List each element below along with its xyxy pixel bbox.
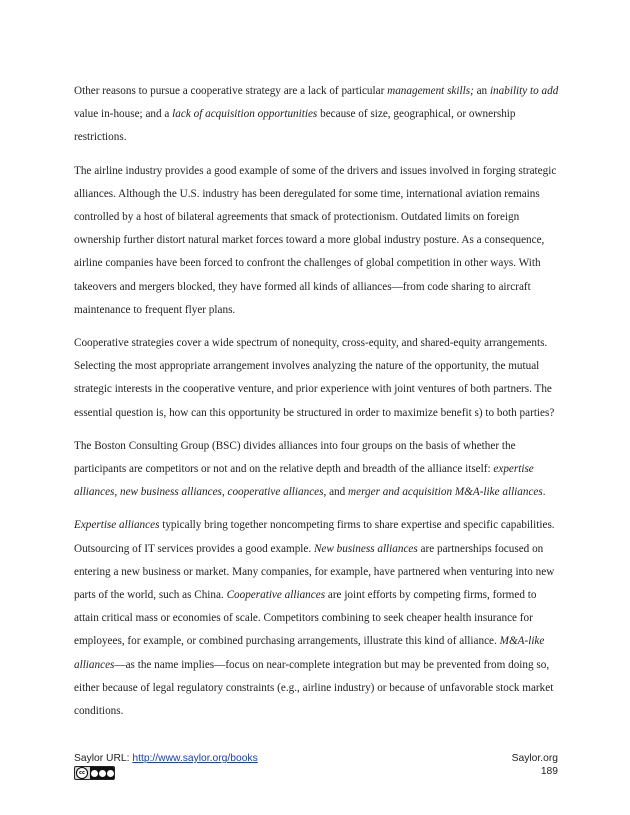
text-run: —as the name implies—focus on near-complete integration but may be prevented from doing so, either because of legal regulatory constraints (e.g., airline industry) or because of unfavorable stock market conditions. [74, 658, 554, 718]
emphasis-management-skills: management skills; [387, 85, 474, 97]
emphasis-alliance-types: expertise alliances, new business alliances, cooperative alliances [74, 463, 534, 499]
creative-commons-badge-icon [74, 766, 115, 780]
page-body [74, 80, 561, 733]
text-run: . [542, 486, 546, 499]
cc-by-icon [91, 770, 98, 777]
text-run: are partnerships focused on entering a new business or market. Many companies, for example, have partnered when venturing into new parts of the world, such as China. [74, 542, 555, 602]
text-run: value in-house; and a [74, 108, 173, 121]
cc-sa-icon [107, 770, 114, 777]
text-run: Other reasons to pursue a cooperative strategy are a lack of particular [74, 85, 388, 97]
emphasis-inability-to-add: inability to add [489, 85, 559, 97]
text-run: because of size, geographical, or ownership restrictions. [74, 108, 516, 144]
saylor-books-link[interactable]: http://www.saylor.org/books [132, 753, 258, 764]
emphasis-new-business-alliances: New business alliances [313, 542, 418, 555]
text-run: typically bring together noncompeting firms to share expertise and specific capabilities. Outsourcing of IT services provides a good example. [74, 519, 555, 555]
emphasis-cooperative-alliances: Cooperative alliances [226, 589, 326, 602]
emphasis-ma-like-alliances: merger and acquisition M&A-like alliances [348, 486, 543, 499]
paragraph-1 [74, 80, 561, 150]
text-run: , and [323, 486, 349, 499]
paragraph-2: The airline industry provides a good example of some of the drivers and issues involved in forging strategic alliances. Although the U.S. industry has been deregulated for some time, international aviation remains controlled by a host of bilateral agreements that smack of protectionism. Outdated limits on foreign ownership further distort natural market forces toward a more global industry posture. As a consequence, airline companies have been forced to confront the challenges of global competition in other ways. With takeovers and mergers blocked, they have formed all kinds of alliances—from code sharing to aircraft maintenance to frequent flyer plans. [74, 164, 557, 316]
cc-license-icons [90, 767, 114, 779]
footer-page-info [512, 752, 558, 778]
text-run: The Boston Consulting Group (BSC) divides alliances into four groups on the basis of whether the participants are competitors or not and on the relative depth and breadth of the alliance itself: [74, 439, 516, 476]
text-run: are joint efforts by competing firms, formed to attain critical mass or economies of scale. Competitors combining to seek cheaper health insurance for employees, for example, or combined purchasing arrangements, illustrate this kind of alliance. [74, 589, 537, 648]
text-run: an [473, 85, 490, 97]
paragraph-5 [74, 514, 561, 723]
emphasis-ma-like-alliances-2: M&A-like alliances [74, 635, 545, 671]
footer-site-name: Saylor.org [511, 753, 558, 764]
emphasis-expertise-alliances: Expertise alliances [74, 519, 160, 532]
page-number: 189 [540, 766, 558, 777]
cc-circle-icon: cc [76, 767, 88, 779]
footer-url-label: Saylor URL: [74, 753, 133, 764]
paragraph-3: Cooperative strategies cover a wide spectrum of nonequity, cross-equity, and shared-equity arrangements. Selecting the most appropriate arrangement involves analyzing the nature of the opportunity, the mutual strategic interests in the cooperative venture, and prior experience with joint ventures of both partners. The essential question is, how can this opportunity be structured in order to maximize benefit s) to both parties? [74, 337, 555, 419]
paragraph-4 [74, 435, 561, 505]
emphasis-lack-of-acquisition: lack of acquisition opportunities [172, 108, 318, 121]
cc-nc-icon [99, 770, 106, 777]
footer-source [74, 752, 258, 765]
